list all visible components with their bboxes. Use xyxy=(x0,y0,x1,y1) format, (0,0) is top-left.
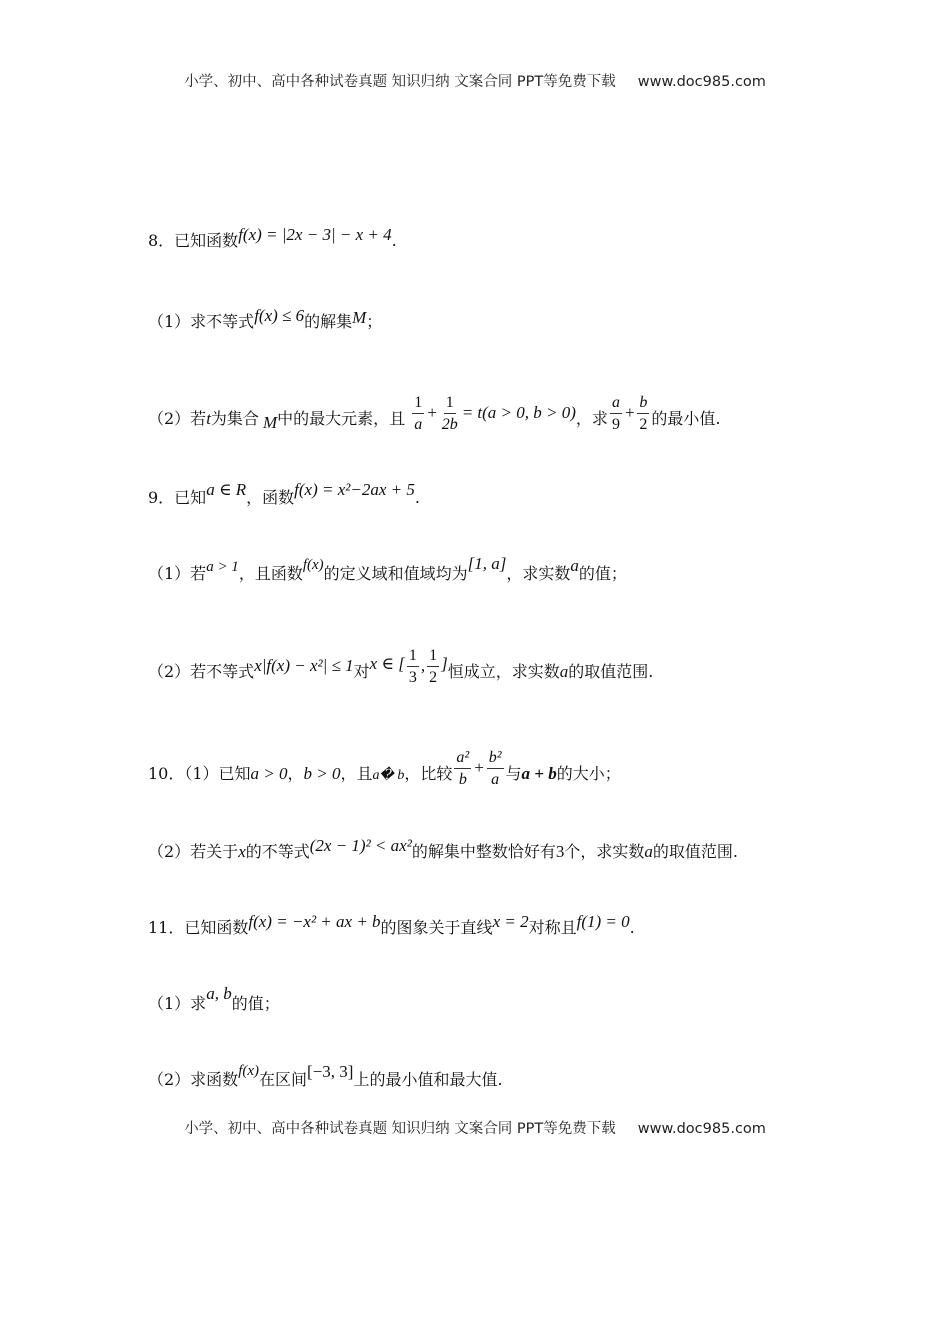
fraction: $\frac{1}{2b}$ xyxy=(441,394,458,433)
problem-9-stem: 9．已知a ∈ R，函数f(x) = x²−2ax + 5. xyxy=(148,480,420,507)
fraction: $\frac{1}{a}$ xyxy=(414,394,423,433)
fraction: $\frac{a}{9}$ xyxy=(611,394,620,433)
problem-8-formula: f(x) = |2x − 3| − x + 4 xyxy=(238,225,392,244)
problem-11-part-2: （2）求函数f(x)在区间[−3, 3]上的最小值和最大值. xyxy=(148,1062,503,1089)
problem-9-part-1: （1）若a > 1，且函数f(x)的定义域和值域均为[1, a]，求实数a的值； xyxy=(148,554,627,583)
fraction: $\frac{\text{b²}}{a}$ xyxy=(488,749,502,788)
problem-11-stem: 11．已知函数f(x) = −x² + ax + b的图象关于直线x = 2对称且f(1) = 0. xyxy=(148,912,635,937)
problem-10-part-2: （2）若关于x的不等式(2x − 1)² < ax²的解集中整数恰好有3个，求实数a的取值范围. xyxy=(148,836,738,861)
footer-text: 小学、初中、高中各种试卷真题 知识归纳 文案合同 PPT等免费下载 xyxy=(184,1121,616,1137)
problem-8-part-2: （2）若t为集合 M中的最大元素，且 $\frac{1}{a}$ + $\frac{1}{2b}$ = t(a > 0, b > 0)，求 $\frac{a}{9}$ + $\frac{b}{2}$ 的最小值. xyxy=(148,394,721,433)
header-text: 小学、初中、高中各种试卷真题 知识归纳 文案合同 PPT等免费下载 xyxy=(184,74,616,90)
footer-site: www.doc985.com xyxy=(637,1121,766,1137)
fraction: $\frac{b}{2}$ xyxy=(639,394,648,433)
problem-11-part-1: （1）求a, b的值； xyxy=(148,984,280,1013)
page-header xyxy=(0,70,950,91)
problem-9-part-2: （2）若不等式x|f(x) − x²| ≤ 1对x ∈ [ $\frac{1}{3}$ , $\frac{1}{2}$ ]恒成立，求实数a的取值范围. xyxy=(148,647,654,686)
fraction: $\frac{\text{a²}}{b}$ xyxy=(456,749,470,788)
problem-8-stem: 8．已知函数f(x) = |2x − 3| − x + 4. xyxy=(148,225,397,250)
problem-10-part-1: 10．（1）已知a > 0，b > 0，且a� b，比较 $\frac{\text{a²}}{b}$ + $\frac{\text{b²}}{a}$ 与a + b的大小； xyxy=(148,749,621,788)
fraction: $\frac{1}{2}$ xyxy=(429,647,438,686)
fraction: $\frac{1}{3}$ xyxy=(408,647,417,686)
page-footer xyxy=(0,1117,950,1138)
header-site: www.doc985.com xyxy=(637,74,766,90)
problem-8-part-1: （1）求不等式f(x) ≤ 6的解集M； xyxy=(148,306,383,331)
